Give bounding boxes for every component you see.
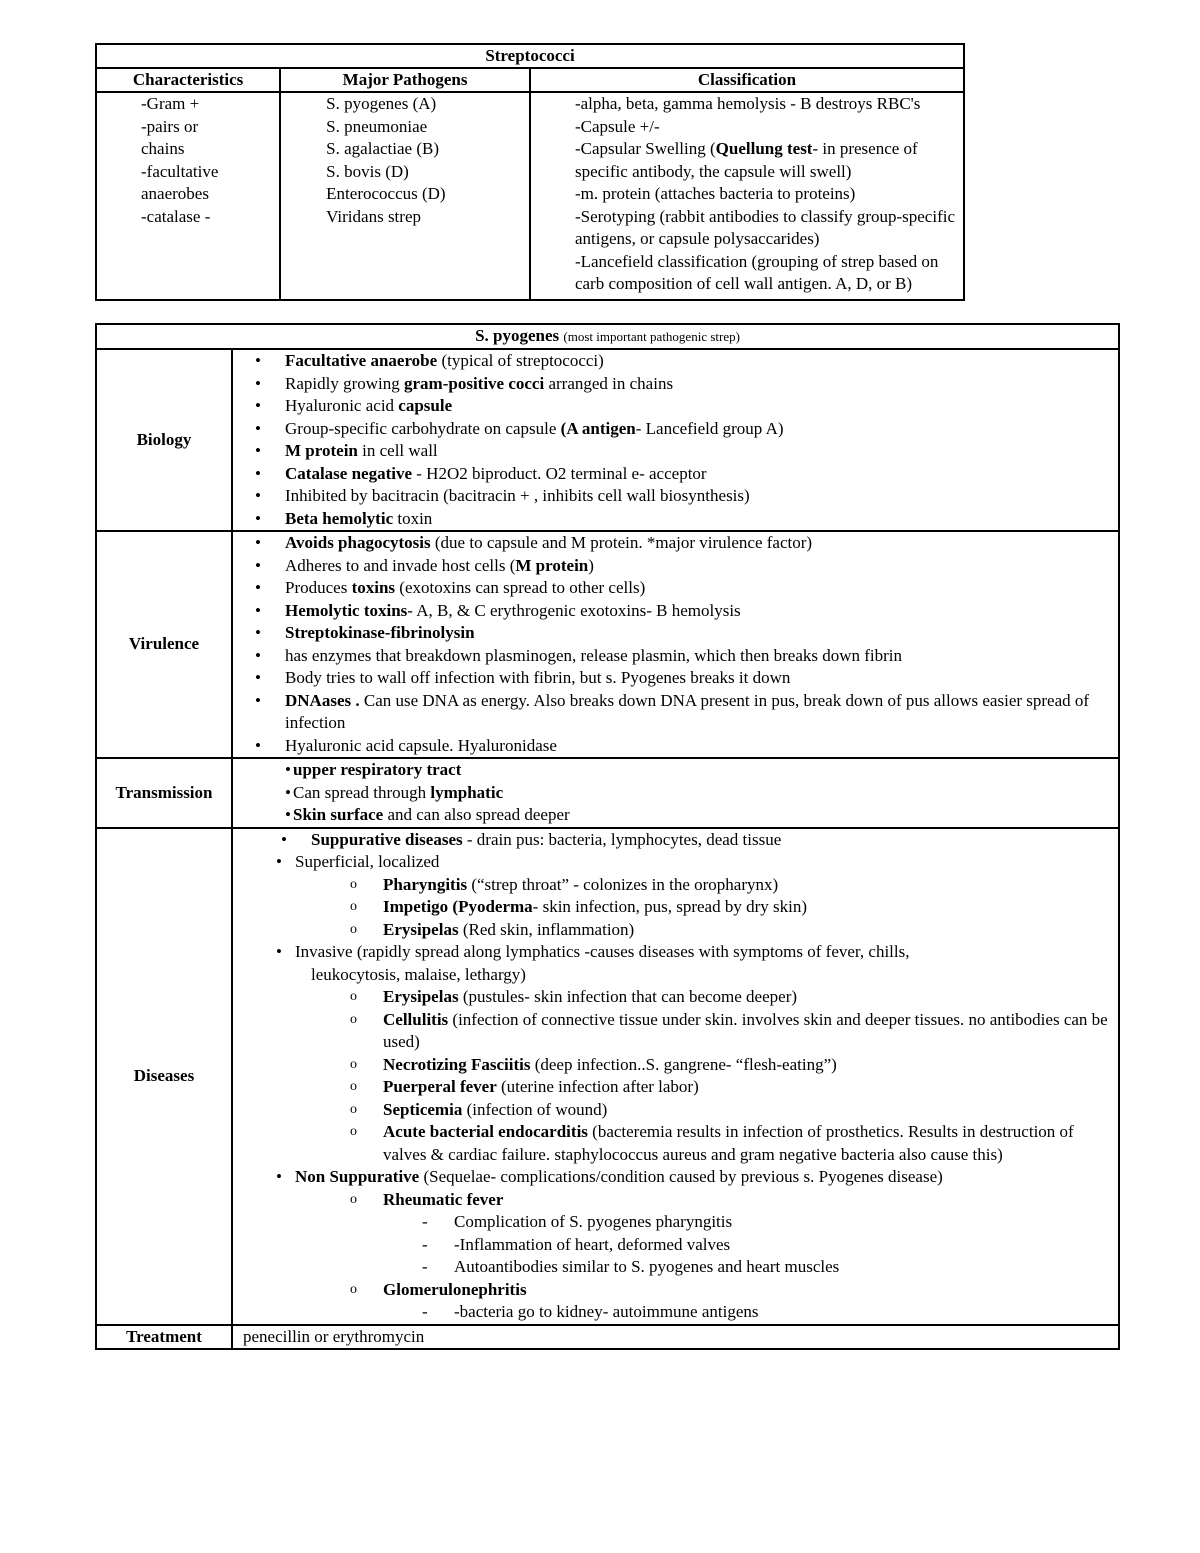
bullet-icon: •	[255, 441, 261, 460]
bold-term: Erysipelas	[383, 987, 459, 1006]
list-item	[233, 759, 1112, 782]
classification-line	[575, 116, 955, 139]
treatment-value: penecillin or erythromycin	[232, 1325, 1119, 1350]
classification-line	[575, 206, 955, 229]
bold-term: Necrotizing Fasciitis	[383, 1054, 531, 1074]
bold-term: Glomerulonephritis	[383, 1279, 527, 1299]
list-item	[233, 577, 1112, 600]
major-pathogens-cell	[280, 92, 530, 300]
list-item	[233, 896, 1112, 919]
bullet-icon: •	[255, 351, 261, 370]
bullet-icon: •	[276, 942, 282, 961]
item-text: (due to capsule and M protein. *major virulence factor)	[430, 533, 813, 552]
list-item	[233, 350, 1112, 373]
list-item	[233, 1076, 1112, 1099]
list-item	[233, 986, 1112, 1009]
circle-bullet-icon: o	[350, 1011, 357, 1027]
bullet-icon: •	[285, 782, 291, 802]
item-text: Inhibited by bacitracin (bacitracin + , inhibits cell wall biosynthesis)	[285, 486, 750, 505]
characteristic-line: -Gram +	[141, 94, 200, 113]
streptococci-title: Streptococci	[96, 44, 964, 68]
item-text: (infection of wound)	[462, 1099, 608, 1119]
pathogen-line: Viridans strep	[326, 206, 421, 226]
pathogen-line: S. pyogenes (A)	[326, 94, 437, 113]
circle-bullet-icon: o	[350, 1281, 357, 1297]
list-item	[233, 851, 1112, 874]
bold-term: M protein	[285, 441, 358, 460]
bold-term: capsule	[398, 396, 453, 415]
pathogen-line: S. bovis (D)	[326, 161, 409, 181]
classification-line	[575, 138, 955, 161]
item-text: -bacteria go to kidney- autoimmune antigens	[454, 1302, 759, 1321]
item-text: - A, B, & C erythrogenic exotoxins- B hemolysis	[407, 600, 741, 620]
list-item	[233, 418, 1112, 441]
item-text: arranged in chains	[544, 373, 674, 393]
classification-line	[575, 183, 955, 206]
list-item	[233, 1166, 1112, 1189]
bold-term: Facultative anaerobe	[285, 351, 438, 370]
circle-bullet-icon: o	[350, 921, 357, 937]
classification-text: antigens, or capsule polysaccarides)	[574, 229, 820, 248]
bold-term: Beta hemolytic	[285, 508, 394, 528]
bold-term: Septicemia	[383, 1099, 463, 1119]
list-item	[233, 1054, 1112, 1077]
bullet-icon: •	[255, 486, 261, 505]
item-text: has enzymes that breakdown plasminogen, release plasmin, which then breaks down fibrin	[285, 645, 903, 665]
item-text: Can use DNA as energy. Also breaks down DNA present in pus, break down of pus allows easier spread of infection	[285, 690, 1090, 732]
bullet-icon: •	[255, 396, 261, 415]
list-item	[233, 508, 1112, 531]
list-item	[233, 645, 1112, 668]
bullet-icon: •	[255, 373, 261, 393]
bold-term: Skin surface	[293, 805, 384, 824]
list-item	[233, 735, 1112, 758]
characteristic-line: anaerobes	[141, 184, 209, 203]
list-item	[233, 1099, 1112, 1122]
item-text: (“strep throat” - colonizes in the oropharynx)	[467, 874, 779, 894]
biology-label: Biology	[96, 349, 232, 531]
s-pyogenes-subtitle: (most important pathogenic strep)	[563, 329, 740, 344]
item-text: Hyaluronic acid	[285, 396, 399, 415]
diseases-label: Diseases	[96, 828, 232, 1325]
item-text: Can spread through	[293, 782, 431, 802]
classification-text: -alpha, beta, gamma hemolysis - B destroys RBC's	[574, 94, 921, 113]
streptococci-table	[95, 43, 965, 301]
bullet-icon: •	[255, 600, 261, 620]
item-text: (pustules- skin infection that can become deeper)	[458, 987, 798, 1006]
item-text: (exotoxins can spread to other cells)	[395, 578, 646, 597]
classification-text: -Lancefield classification (grouping of strep based on	[574, 251, 939, 271]
transmission-cell	[232, 758, 1119, 828]
item-text: - drain pus: bacteria, lymphocytes, dead tissue	[462, 829, 782, 849]
item-text: (Sequelae- complications/condition caused by previous s. Pyogenes disease)	[419, 1167, 943, 1186]
list-item	[233, 440, 1112, 463]
list-item	[233, 919, 1112, 942]
list-item	[233, 690, 1112, 735]
bold-term: Non Suppurative	[295, 1167, 420, 1186]
list-item	[233, 555, 1112, 578]
list-item	[233, 1211, 1112, 1234]
classification-line	[575, 273, 955, 296]
list-item	[233, 485, 1112, 508]
bullet-icon: •	[255, 463, 261, 483]
pathogen-line: Enterococcus (D)	[326, 184, 446, 203]
item-text: toxin	[393, 508, 433, 528]
circle-bullet-icon: o	[350, 1124, 357, 1139]
bullet-icon: •	[255, 623, 261, 642]
classification-line	[575, 93, 955, 116]
characteristic-line: -pairs or	[141, 116, 199, 136]
bullet-icon: •	[255, 668, 261, 687]
circle-bullet-icon: o	[350, 1056, 357, 1072]
item-text: - skin infection, pus, spread by dry skin)	[532, 897, 807, 916]
bold-term: Erysipelas	[383, 919, 459, 939]
item-text: (deep infection..S. gangrene- “flesh-eating”)	[530, 1054, 837, 1074]
virulence-cell	[232, 531, 1119, 758]
bullet-icon: •	[255, 578, 261, 597]
item-text: - Lancefield group A)	[635, 418, 784, 438]
bold-term: gram-positive cocci	[404, 373, 545, 393]
bullet-icon: •	[255, 533, 261, 552]
item-text: (Red skin, inflammation)	[458, 919, 635, 939]
item-text: Invasive (rapidly spread along lymphatics -causes diseases with symptoms of fever, chills,	[295, 942, 910, 961]
dash-bullet-icon: -	[422, 1302, 428, 1321]
list-item	[233, 1279, 1112, 1302]
bold-term: upper respiratory tract	[293, 760, 462, 779]
list-item	[233, 373, 1112, 396]
list-item	[233, 532, 1112, 555]
bold-term: M protein	[515, 555, 589, 575]
bold-term: Puerperal fever	[383, 1077, 497, 1096]
circle-bullet-icon: o	[350, 1079, 357, 1094]
item-text: leukocytosis, malaise, lethargy)	[311, 964, 526, 984]
item-text: Autoantibodies similar to S. pyogenes and heart muscles	[454, 1257, 840, 1276]
transmission-label: Transmission	[96, 758, 232, 828]
classification-line	[575, 161, 955, 184]
list-item	[233, 1189, 1112, 1212]
list-item	[233, 1121, 1112, 1166]
bold-term: lymphatic	[430, 782, 504, 802]
bullet-icon: •	[281, 829, 287, 849]
item-text: in cell wall	[357, 441, 438, 460]
item-text: Adheres to and invade host cells (	[285, 555, 516, 575]
bullet-icon: •	[276, 852, 282, 871]
dash-bullet-icon: -	[422, 1234, 428, 1254]
item-text: )	[588, 555, 594, 575]
bold-term: Suppurative diseases	[311, 829, 463, 849]
bold-term: Rheumatic fever	[383, 1189, 504, 1209]
circle-bullet-icon: o	[350, 989, 357, 1004]
classification-cell	[530, 92, 964, 300]
list-item	[233, 667, 1112, 690]
bold-term: DNAases .	[285, 690, 360, 710]
list-item	[233, 829, 1112, 852]
diseases-cell	[232, 828, 1119, 1325]
item-text: - H2O2 biproduct. O2 terminal e- acceptor	[412, 463, 707, 483]
s-pyogenes-title-cell	[96, 324, 1119, 349]
list-item	[233, 1301, 1112, 1324]
list-item	[233, 600, 1112, 623]
circle-bullet-icon: o	[350, 1101, 357, 1117]
item-text: (bacteremia results in infection of prosthetics. Results in destruction of valves & cardiac failure. staphylococcus aureus and gram negative bacteria also cause this)	[383, 1122, 1074, 1164]
bold-term: (A antigen	[560, 418, 636, 438]
header-characteristics: Characteristics	[96, 68, 280, 92]
bullet-icon: •	[285, 805, 291, 824]
header-classification: Classification	[530, 68, 964, 92]
biology-cell	[232, 349, 1119, 531]
classification-text: -Capsular Swelling (	[574, 139, 716, 158]
list-item	[233, 1256, 1112, 1279]
bullet-icon: •	[255, 555, 261, 575]
list-item	[233, 1009, 1112, 1054]
characteristic-line: -facultative	[141, 161, 219, 181]
circle-bullet-icon: o	[350, 1191, 357, 1207]
bold-term: Cellulitis	[383, 1009, 449, 1029]
characteristics-cell	[96, 92, 280, 300]
bullet-icon: •	[255, 645, 261, 665]
bullet-icon: •	[255, 508, 261, 528]
item-text: Group-specific carbohydrate on capsule	[285, 418, 561, 438]
item-text: -Inflammation of heart, deformed valves	[454, 1234, 731, 1254]
circle-bullet-icon: o	[350, 876, 357, 892]
bold-term: Acute bacterial endocarditis	[383, 1122, 588, 1141]
list-item	[233, 622, 1112, 645]
header-major-pathogens: Major Pathogens	[280, 68, 530, 92]
item-text: (uterine infection after labor)	[496, 1077, 699, 1096]
bold-term: Catalase negative	[285, 463, 413, 483]
quellung-test-term: Quellung test	[715, 139, 813, 158]
bullet-icon: •	[255, 735, 261, 755]
bullet-icon: •	[285, 760, 291, 779]
s-pyogenes-title: S. pyogenes	[475, 326, 560, 345]
list-item	[233, 804, 1112, 827]
bullet-icon: •	[255, 690, 261, 710]
circle-bullet-icon: o	[350, 899, 357, 914]
bold-term: Hemolytic toxins	[285, 600, 408, 620]
bold-term: Streptokinase-fibrinolysin	[285, 623, 475, 642]
pathogen-line: S. agalactiae (B)	[326, 139, 439, 158]
list-item	[233, 395, 1112, 418]
bullet-icon: •	[255, 418, 261, 438]
item-text: Rapidly growing	[285, 373, 404, 393]
bold-term: Pharyngitis	[383, 874, 468, 894]
classification-text: -Serotyping (rabbit antibodies to classify group-specific	[574, 206, 955, 226]
item-text: (infection of connective tissue under skin. involves skin and deeper tissues. no antibodies can be used)	[383, 1009, 1108, 1051]
characteristic-line: chains	[141, 139, 185, 158]
classification-line	[575, 228, 955, 251]
classification-text: -Capsule +/-	[574, 116, 660, 136]
item-text: and can also spread deeper	[383, 805, 570, 824]
bold-term: Impetigo (Pyoderma	[383, 897, 533, 916]
item-text: Complication of S. pyogenes pharyngitis	[454, 1212, 733, 1231]
classification-text: -m. protein (attaches bacteria to proteins)	[574, 184, 856, 203]
list-item	[233, 782, 1112, 805]
item-text: Hyaluronic acid capsule. Hyaluronidase	[285, 735, 557, 755]
characteristic-line: -catalase -	[141, 206, 211, 226]
s-pyogenes-table	[95, 323, 1120, 1350]
classification-text: carb composition of cell wall antigen. A, D, or B)	[574, 274, 913, 293]
bold-term: Avoids phagocytosis	[285, 533, 431, 552]
classification-text: - in presence of	[812, 139, 918, 158]
item-text: Superficial, localized	[295, 852, 440, 871]
classification-line	[575, 251, 955, 274]
treatment-label: Treatment	[96, 1325, 232, 1350]
bullet-icon: •	[276, 1167, 282, 1186]
item-text: (typical of streptococci)	[437, 351, 604, 370]
list-item	[233, 941, 1112, 986]
item-text: Produces	[285, 578, 352, 597]
list-item	[233, 463, 1112, 486]
item-text: Body tries to wall off infection with fibrin, but s. Pyogenes breaks it down	[285, 668, 791, 687]
classification-text: specific antibody, the capsule will swell)	[574, 161, 852, 181]
dash-bullet-icon: -	[422, 1257, 428, 1276]
list-item	[233, 874, 1112, 897]
pathogen-line: S. pneumoniae	[326, 116, 428, 136]
bold-term: toxins	[351, 578, 396, 597]
virulence-label: Virulence	[96, 531, 232, 758]
list-item	[233, 1234, 1112, 1257]
dash-bullet-icon: -	[422, 1212, 428, 1231]
